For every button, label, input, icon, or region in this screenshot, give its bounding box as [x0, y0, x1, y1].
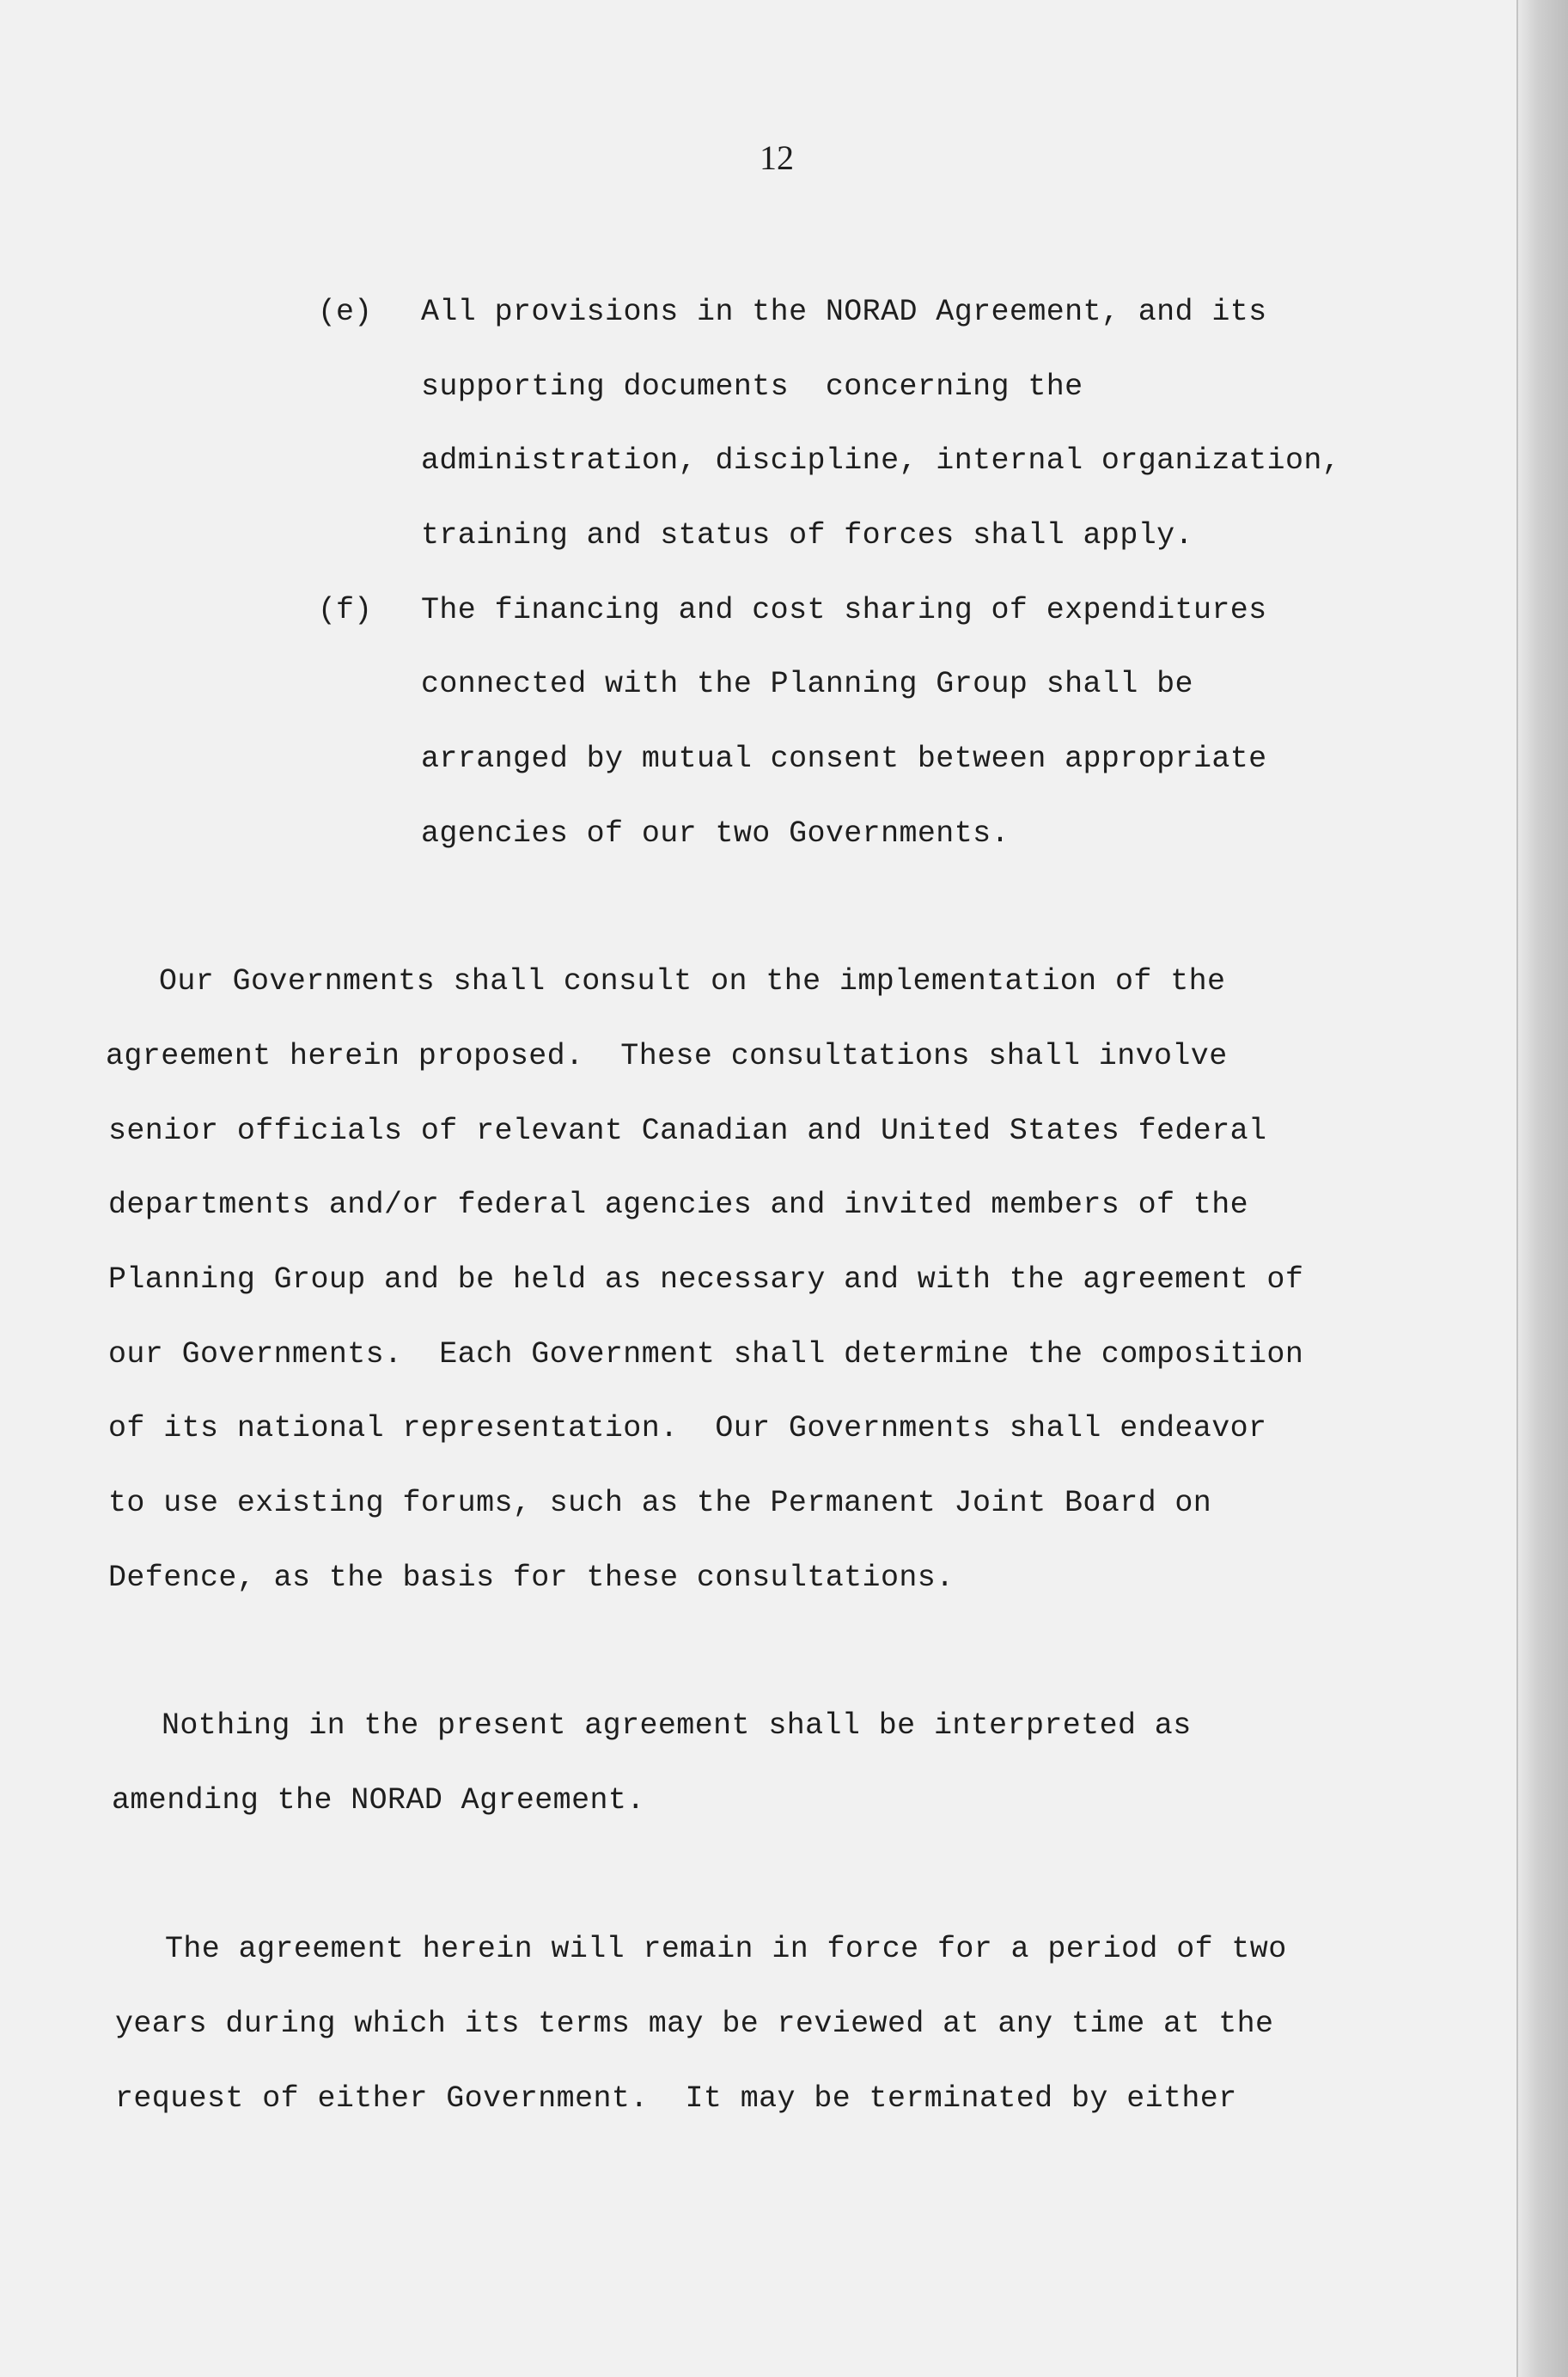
item-f-label: (f) — [318, 593, 373, 627]
page-edge-shadow — [1518, 0, 1568, 2377]
item-e-line: training and status of forces shall apply. — [421, 518, 1193, 553]
consult-paragraph-line: departments and/or federal agencies and invited members of the — [108, 1188, 1249, 1222]
item-f-line: arranged by mutual consent between appropriate — [421, 742, 1267, 776]
term-paragraph-line: request of either Government. It may be terminated by either — [115, 2081, 1237, 2116]
consult-paragraph-line: Planning Group and be held as necessary and with the agreement of — [108, 1262, 1304, 1297]
consult-paragraph-line: Defence, as the basis for these consultations. — [108, 1561, 955, 1595]
consult-paragraph-line: senior officials of relevant Canadian and United States federal — [108, 1114, 1267, 1148]
item-e-line: All provisions in the NORAD Agreement, and its — [421, 295, 1267, 329]
consult-paragraph-line: agreement herein proposed. These consultations shall involve — [106, 1039, 1228, 1073]
item-f-line: agencies of our two Governments. — [421, 816, 1010, 851]
consult-paragraph-line: Our Governments shall consult on the implementation of the — [159, 964, 1226, 999]
page-number: 12 — [760, 138, 794, 177]
term-paragraph-line: The agreement herein will remain in force for a period of two — [165, 1932, 1287, 1966]
item-f-line: The financing and cost sharing of expenditures — [421, 593, 1267, 627]
item-e-line: supporting documents concerning the — [421, 370, 1083, 404]
item-f-line: connected with the Planning Group shall be — [421, 667, 1193, 701]
consult-paragraph-line: to use existing forums, such as the Permanent Joint Board on — [108, 1486, 1212, 1520]
item-e-line: administration, discipline, internal organization, — [421, 443, 1341, 478]
term-paragraph-line: years during which its terms may be reviewed at any time at the — [115, 2007, 1274, 2041]
consult-paragraph-line: of its national representation. Our Governments shall endeavor — [108, 1411, 1267, 1445]
item-e-label: (e) — [318, 295, 373, 329]
norad-paragraph-line: Nothing in the present agreement shall be interpreted as — [162, 1708, 1192, 1743]
norad-paragraph-line: amending the NORAD Agreement. — [112, 1783, 645, 1818]
consult-paragraph-line: our Governments. Each Government shall determine the composition — [108, 1337, 1304, 1372]
